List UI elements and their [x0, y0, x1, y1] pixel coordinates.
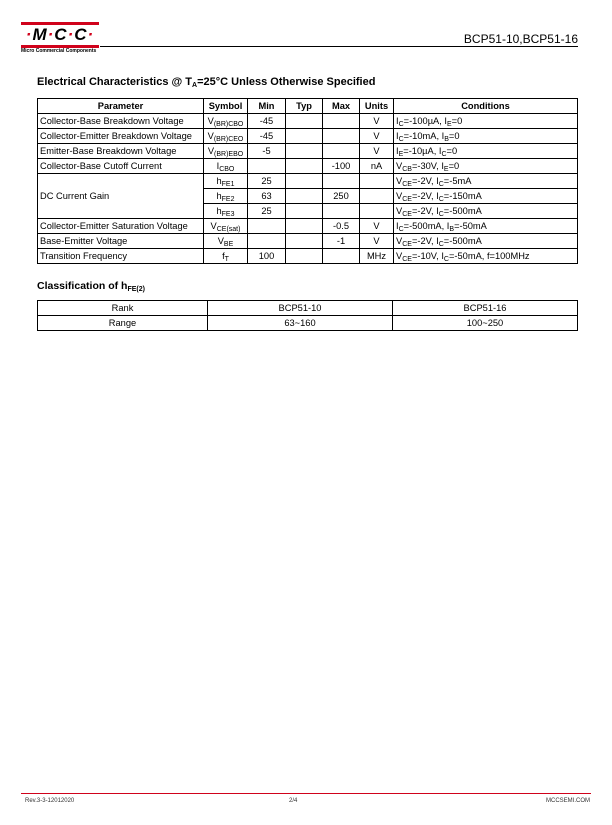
subscript: CE	[402, 181, 412, 188]
table-row	[38, 144, 578, 159]
symbol-cell	[204, 234, 248, 249]
typ-cell	[286, 234, 323, 249]
column-header: Parameter	[38, 99, 204, 114]
parameter-cell: Collector-Emitter Saturation Voltage	[38, 219, 204, 234]
symbol-cell	[204, 144, 248, 159]
subscript: B	[449, 226, 455, 233]
typ-cell	[286, 204, 323, 219]
electrical-characteristics-table	[37, 98, 578, 264]
conditions-cell	[394, 174, 578, 189]
column-header: Units	[360, 99, 394, 114]
text-segment: I	[396, 116, 399, 126]
typ-cell	[286, 159, 323, 174]
table-row	[38, 219, 578, 234]
page-number: 2/4	[289, 798, 298, 804]
min-cell: -5	[248, 144, 286, 159]
website: MCCSEMI.COM	[546, 798, 590, 804]
symbol-cell	[204, 114, 248, 129]
subscript: E	[447, 121, 452, 128]
max-cell	[323, 249, 360, 264]
min-cell	[248, 159, 286, 174]
subscript: C	[438, 241, 444, 248]
text-segment: h	[216, 206, 222, 216]
classification-cell: 100~250	[393, 316, 578, 331]
min-cell	[248, 219, 286, 234]
table-row	[38, 174, 578, 189]
typ-cell	[286, 174, 323, 189]
symbol-cell	[204, 249, 248, 264]
table-row	[38, 234, 578, 249]
subscript: CE	[402, 256, 412, 263]
classification-cell: Rank	[38, 301, 208, 316]
classification-title	[37, 280, 145, 292]
subscript: C	[398, 226, 404, 233]
text-segment: =-100µA, I	[403, 116, 447, 126]
min-cell: 25	[248, 174, 286, 189]
units-cell: MHz	[360, 249, 394, 264]
units-cell: nA	[360, 159, 394, 174]
title-sub: FE(2)	[127, 286, 145, 293]
classification-cell: BCP51-10	[208, 301, 393, 316]
symbol-cell	[204, 174, 248, 189]
text-segment: =-2V, I	[411, 191, 439, 201]
header-rule	[100, 46, 578, 47]
text-segment: I	[396, 131, 399, 141]
text-segment: I	[396, 221, 399, 231]
subscript: C	[398, 136, 404, 143]
typ-cell	[286, 219, 323, 234]
subscript: B	[444, 136, 449, 143]
text-segment: h	[216, 176, 222, 186]
text-segment: V	[396, 251, 403, 261]
text-segment: =0	[451, 116, 463, 126]
subscript: CE(sat)	[216, 226, 241, 233]
units-cell	[360, 174, 394, 189]
table-row	[38, 114, 578, 129]
text-segment: V	[207, 116, 214, 126]
subscript: C	[438, 196, 444, 203]
table-row	[38, 159, 578, 174]
units-cell: V	[360, 144, 394, 159]
column-header: Min	[248, 99, 286, 114]
column-header: Max	[323, 99, 360, 114]
typ-cell	[286, 144, 323, 159]
classification-row	[38, 301, 578, 316]
text-segment: V	[396, 206, 403, 216]
conditions-cell	[394, 249, 578, 264]
text-segment: =0	[446, 146, 458, 156]
text-segment: V	[207, 146, 215, 156]
subscript: C	[438, 181, 444, 188]
column-header: Symbol	[204, 99, 248, 114]
subscript: (BR)EBO	[214, 151, 244, 158]
classification-table	[37, 300, 578, 331]
parameter-cell: Base-Emitter Voltage	[38, 234, 204, 249]
part-number: BCP51-10,BCP51-16	[463, 32, 578, 46]
table-row	[38, 129, 578, 144]
text-segment: =-5mA	[443, 176, 472, 186]
text-segment: =-30V, I	[411, 161, 444, 171]
subscript: E	[443, 166, 449, 173]
text-segment: V	[396, 191, 403, 201]
typ-cell	[286, 249, 323, 264]
subscript: CB	[402, 166, 412, 173]
text-segment: =-2V, I	[411, 206, 439, 216]
symbol-cell	[204, 204, 248, 219]
text-segment: =-500mA	[443, 236, 482, 246]
max-cell: -1	[323, 234, 360, 249]
max-cell: -0.5	[323, 219, 360, 234]
subscript: CE	[402, 196, 412, 203]
max-cell: 250	[323, 189, 360, 204]
min-cell: 25	[248, 204, 286, 219]
text-segment: =-10mA, I	[403, 131, 445, 141]
text-segment: =-2V, I	[411, 176, 439, 186]
conditions-cell	[394, 114, 578, 129]
text-segment: =-500mA, I	[403, 221, 450, 231]
title-text: =25°C Unless Otherwise Specified	[197, 76, 376, 88]
max-cell: -100	[323, 159, 360, 174]
classification-row	[38, 316, 578, 331]
text-segment: V	[396, 161, 403, 171]
mcc-logo: ·M·C·C· Micro Commercial Components	[21, 22, 99, 54]
text-segment: V	[396, 176, 403, 186]
typ-cell	[286, 114, 323, 129]
title-sub: A	[192, 82, 198, 89]
subscript: CE	[402, 211, 412, 218]
column-header: Typ	[286, 99, 323, 114]
min-cell: -45	[248, 129, 286, 144]
text-segment: V	[210, 221, 217, 231]
text-segment: V	[207, 131, 214, 141]
subscript: E	[398, 151, 404, 158]
text-segment: =-50mA	[454, 221, 487, 231]
footer-rule	[21, 793, 591, 794]
max-cell	[323, 204, 360, 219]
classification-cell: Range	[38, 316, 208, 331]
subscript: FE1	[221, 181, 235, 188]
text-segment: I	[396, 146, 399, 156]
subscript: (BR)CEO	[213, 136, 244, 143]
section-title	[37, 76, 375, 88]
subscript: C	[438, 211, 444, 218]
min-cell	[248, 234, 286, 249]
text-segment: f	[222, 251, 225, 261]
conditions-cell	[394, 159, 578, 174]
max-cell	[323, 129, 360, 144]
symbol-cell	[204, 159, 248, 174]
text-segment: h	[216, 191, 222, 201]
classification-cell: 63~160	[208, 316, 393, 331]
units-cell	[360, 204, 394, 219]
title-text: Electrical Characteristics @ T	[37, 76, 193, 88]
classification-cell: BCP51-16	[393, 301, 578, 316]
subscript: C	[441, 151, 447, 158]
text-segment: =0	[448, 131, 460, 141]
subscript: T	[224, 256, 229, 263]
text-segment: I	[216, 161, 220, 171]
subscript: C	[443, 256, 449, 263]
subscript: C	[398, 121, 404, 128]
subscript: FE3	[221, 211, 235, 218]
conditions-cell	[394, 234, 578, 249]
max-cell	[323, 114, 360, 129]
parameter-cell: Transition Frequency	[38, 249, 204, 264]
units-cell: V	[360, 114, 394, 129]
subscript: BE	[223, 241, 234, 248]
subscript: CE	[402, 241, 412, 248]
text-segment: =0	[448, 161, 460, 171]
units-cell: V	[360, 234, 394, 249]
symbol-cell	[204, 129, 248, 144]
parameter-cell: Collector-Base Cutoff Current	[38, 159, 204, 174]
max-cell	[323, 144, 360, 159]
text-segment: =-2V, I	[411, 236, 439, 246]
column-header: Conditions	[394, 99, 578, 114]
units-cell: V	[360, 219, 394, 234]
subscript: FE2	[221, 196, 235, 203]
min-cell: -45	[248, 114, 286, 129]
logo-subtitle: Micro Commercial Components	[21, 48, 97, 54]
table-row	[38, 249, 578, 264]
title-text: Classification of h	[37, 280, 128, 292]
text-segment: V	[396, 236, 403, 246]
conditions-cell	[394, 129, 578, 144]
parameter-cell: Emitter-Base Breakdown Voltage	[38, 144, 204, 159]
text-segment: =-50mA, f=100MHz	[448, 251, 530, 261]
max-cell	[323, 174, 360, 189]
units-cell	[360, 189, 394, 204]
conditions-cell	[394, 204, 578, 219]
parameter-cell: Collector-Emitter Breakdown Voltage	[38, 129, 204, 144]
text-segment: =-10µA, I	[403, 146, 442, 156]
subscript: (BR)CBO	[213, 121, 244, 128]
typ-cell	[286, 189, 323, 204]
min-cell: 63	[248, 189, 286, 204]
symbol-cell	[204, 219, 248, 234]
conditions-cell	[394, 219, 578, 234]
conditions-cell	[394, 144, 578, 159]
min-cell: 100	[248, 249, 286, 264]
conditions-cell	[394, 189, 578, 204]
text-segment: =-10V, I	[411, 251, 444, 261]
parameter-cell: DC Current Gain	[38, 174, 204, 219]
subscript: CBO	[219, 166, 235, 173]
symbol-cell	[204, 189, 248, 204]
typ-cell	[286, 129, 323, 144]
text-segment: =-150mA	[443, 191, 482, 201]
text-segment: V	[217, 236, 224, 246]
units-cell: V	[360, 129, 394, 144]
text-segment: =-500mA	[443, 206, 482, 216]
revision: Rev.3-3-12012020	[25, 798, 75, 804]
parameter-cell: Collector-Base Breakdown Voltage	[38, 114, 204, 129]
